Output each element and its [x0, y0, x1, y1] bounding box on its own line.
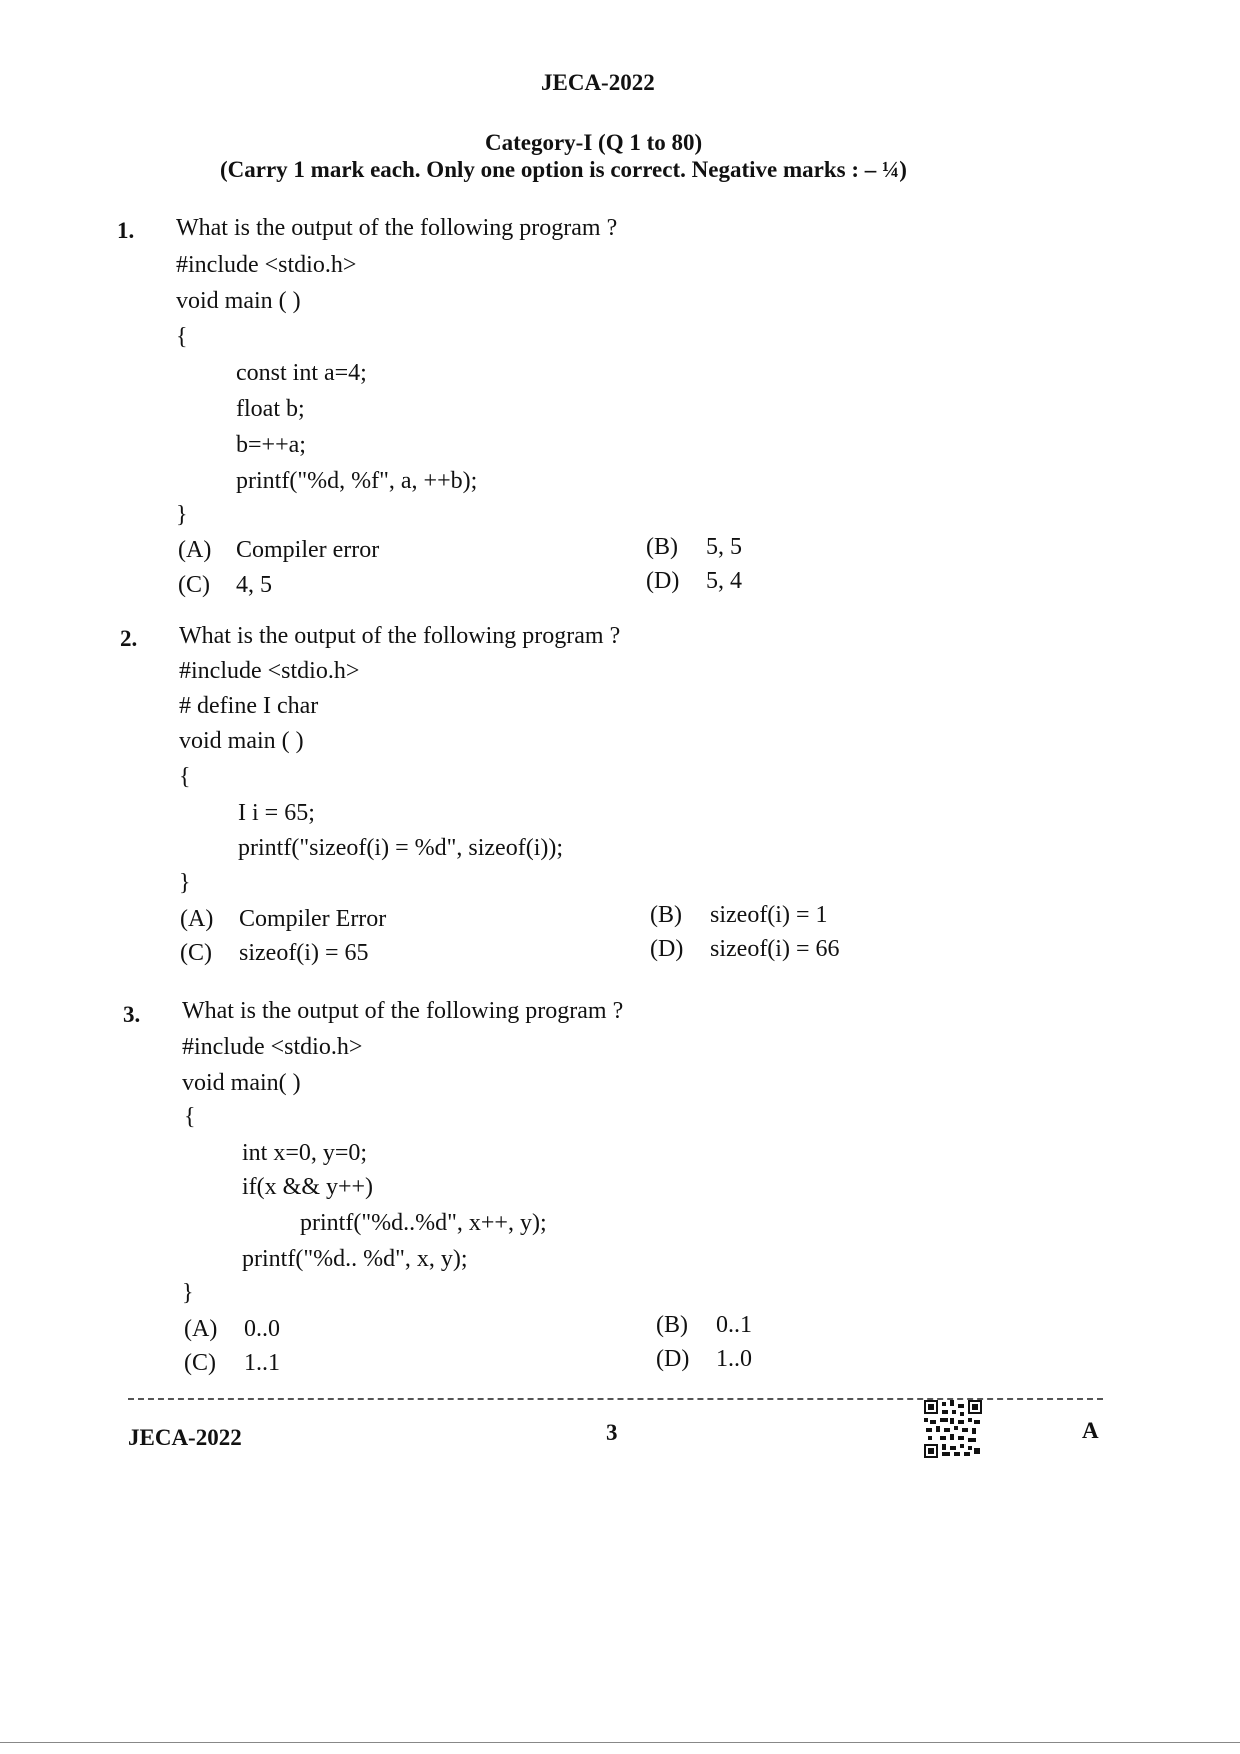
code-line: #include <stdio.h>	[182, 1034, 363, 1060]
question-text: What is the output of the following program ?	[176, 215, 618, 241]
option-text: sizeof(i) = 1	[710, 902, 828, 928]
code-line: b=++a;	[236, 432, 306, 458]
code-line: }	[179, 870, 191, 896]
code-line: }	[176, 502, 188, 528]
question-number: 1.	[117, 218, 135, 243]
code-line: if(x && y++)	[242, 1174, 374, 1200]
option-text: Compiler Error	[239, 906, 387, 932]
option-text: 0..0	[244, 1316, 280, 1342]
option-label: (A)	[180, 906, 214, 932]
option-label: (D)	[646, 568, 680, 594]
option-text: 5, 5	[706, 534, 742, 560]
code-line: }	[182, 1280, 194, 1306]
option-text: 1..0	[716, 1346, 752, 1372]
option-text: sizeof(i) = 66	[710, 936, 840, 962]
option-text: sizeof(i) = 65	[239, 940, 369, 966]
code-line: printf("sizeof(i) = %d", sizeof(i));	[238, 835, 564, 861]
footer-code: JECA-2022	[128, 1425, 242, 1450]
option-label: (C)	[180, 940, 212, 966]
option-label: (B)	[656, 1312, 688, 1338]
option-text: 4, 5	[236, 572, 272, 598]
option-label: (D)	[650, 936, 684, 962]
option-label: (A)	[178, 537, 212, 563]
instructions: (Carry 1 mark each. Only one option is correct. Negative marks : – ¼)	[220, 157, 907, 182]
option-label: (D)	[656, 1346, 690, 1372]
code-line: I i = 65;	[238, 800, 315, 826]
category-heading: Category-I (Q 1 to 80)	[485, 130, 703, 155]
code-line: {	[176, 324, 188, 350]
page-edge-line	[0, 1742, 1240, 1743]
code-line: float b;	[236, 396, 305, 422]
option-text: 5, 4	[706, 568, 742, 594]
code-line: void main ( )	[179, 728, 304, 754]
option-label: (C)	[184, 1350, 216, 1376]
question-text: What is the output of the following program ?	[179, 623, 621, 649]
code-line: printf("%d, %f", a, ++b);	[236, 468, 478, 494]
question-text: What is the output of the following program ?	[182, 998, 624, 1024]
code-line: const int a=4;	[236, 360, 367, 386]
code-line: {	[179, 764, 191, 790]
option-text: 1..1	[244, 1350, 280, 1376]
page-number: 3	[606, 1420, 618, 1445]
code-line: void main ( )	[176, 288, 301, 314]
option-label: (B)	[646, 534, 678, 560]
code-line: {	[184, 1104, 196, 1130]
option-label: (B)	[650, 902, 682, 928]
option-text: Compiler error	[236, 537, 380, 563]
code-line: # define I char	[179, 693, 319, 719]
question-number: 2.	[120, 626, 138, 651]
code-line: int x=0, y=0;	[242, 1140, 368, 1166]
page-title: JECA-2022	[541, 70, 655, 95]
code-line: #include <stdio.h>	[179, 658, 360, 684]
option-label: (A)	[184, 1316, 218, 1342]
code-line: void main( )	[182, 1070, 301, 1096]
option-text: 0..1	[716, 1312, 752, 1338]
qr-code-icon	[924, 1400, 982, 1458]
question-number: 3.	[123, 1002, 141, 1027]
set-code: A	[1082, 1418, 1099, 1443]
code-line: #include <stdio.h>	[176, 252, 357, 278]
option-label: (C)	[178, 572, 210, 598]
code-line: printf("%d.. %d", x, y);	[242, 1246, 468, 1272]
code-line: printf("%d..%d", x++, y);	[300, 1210, 547, 1236]
